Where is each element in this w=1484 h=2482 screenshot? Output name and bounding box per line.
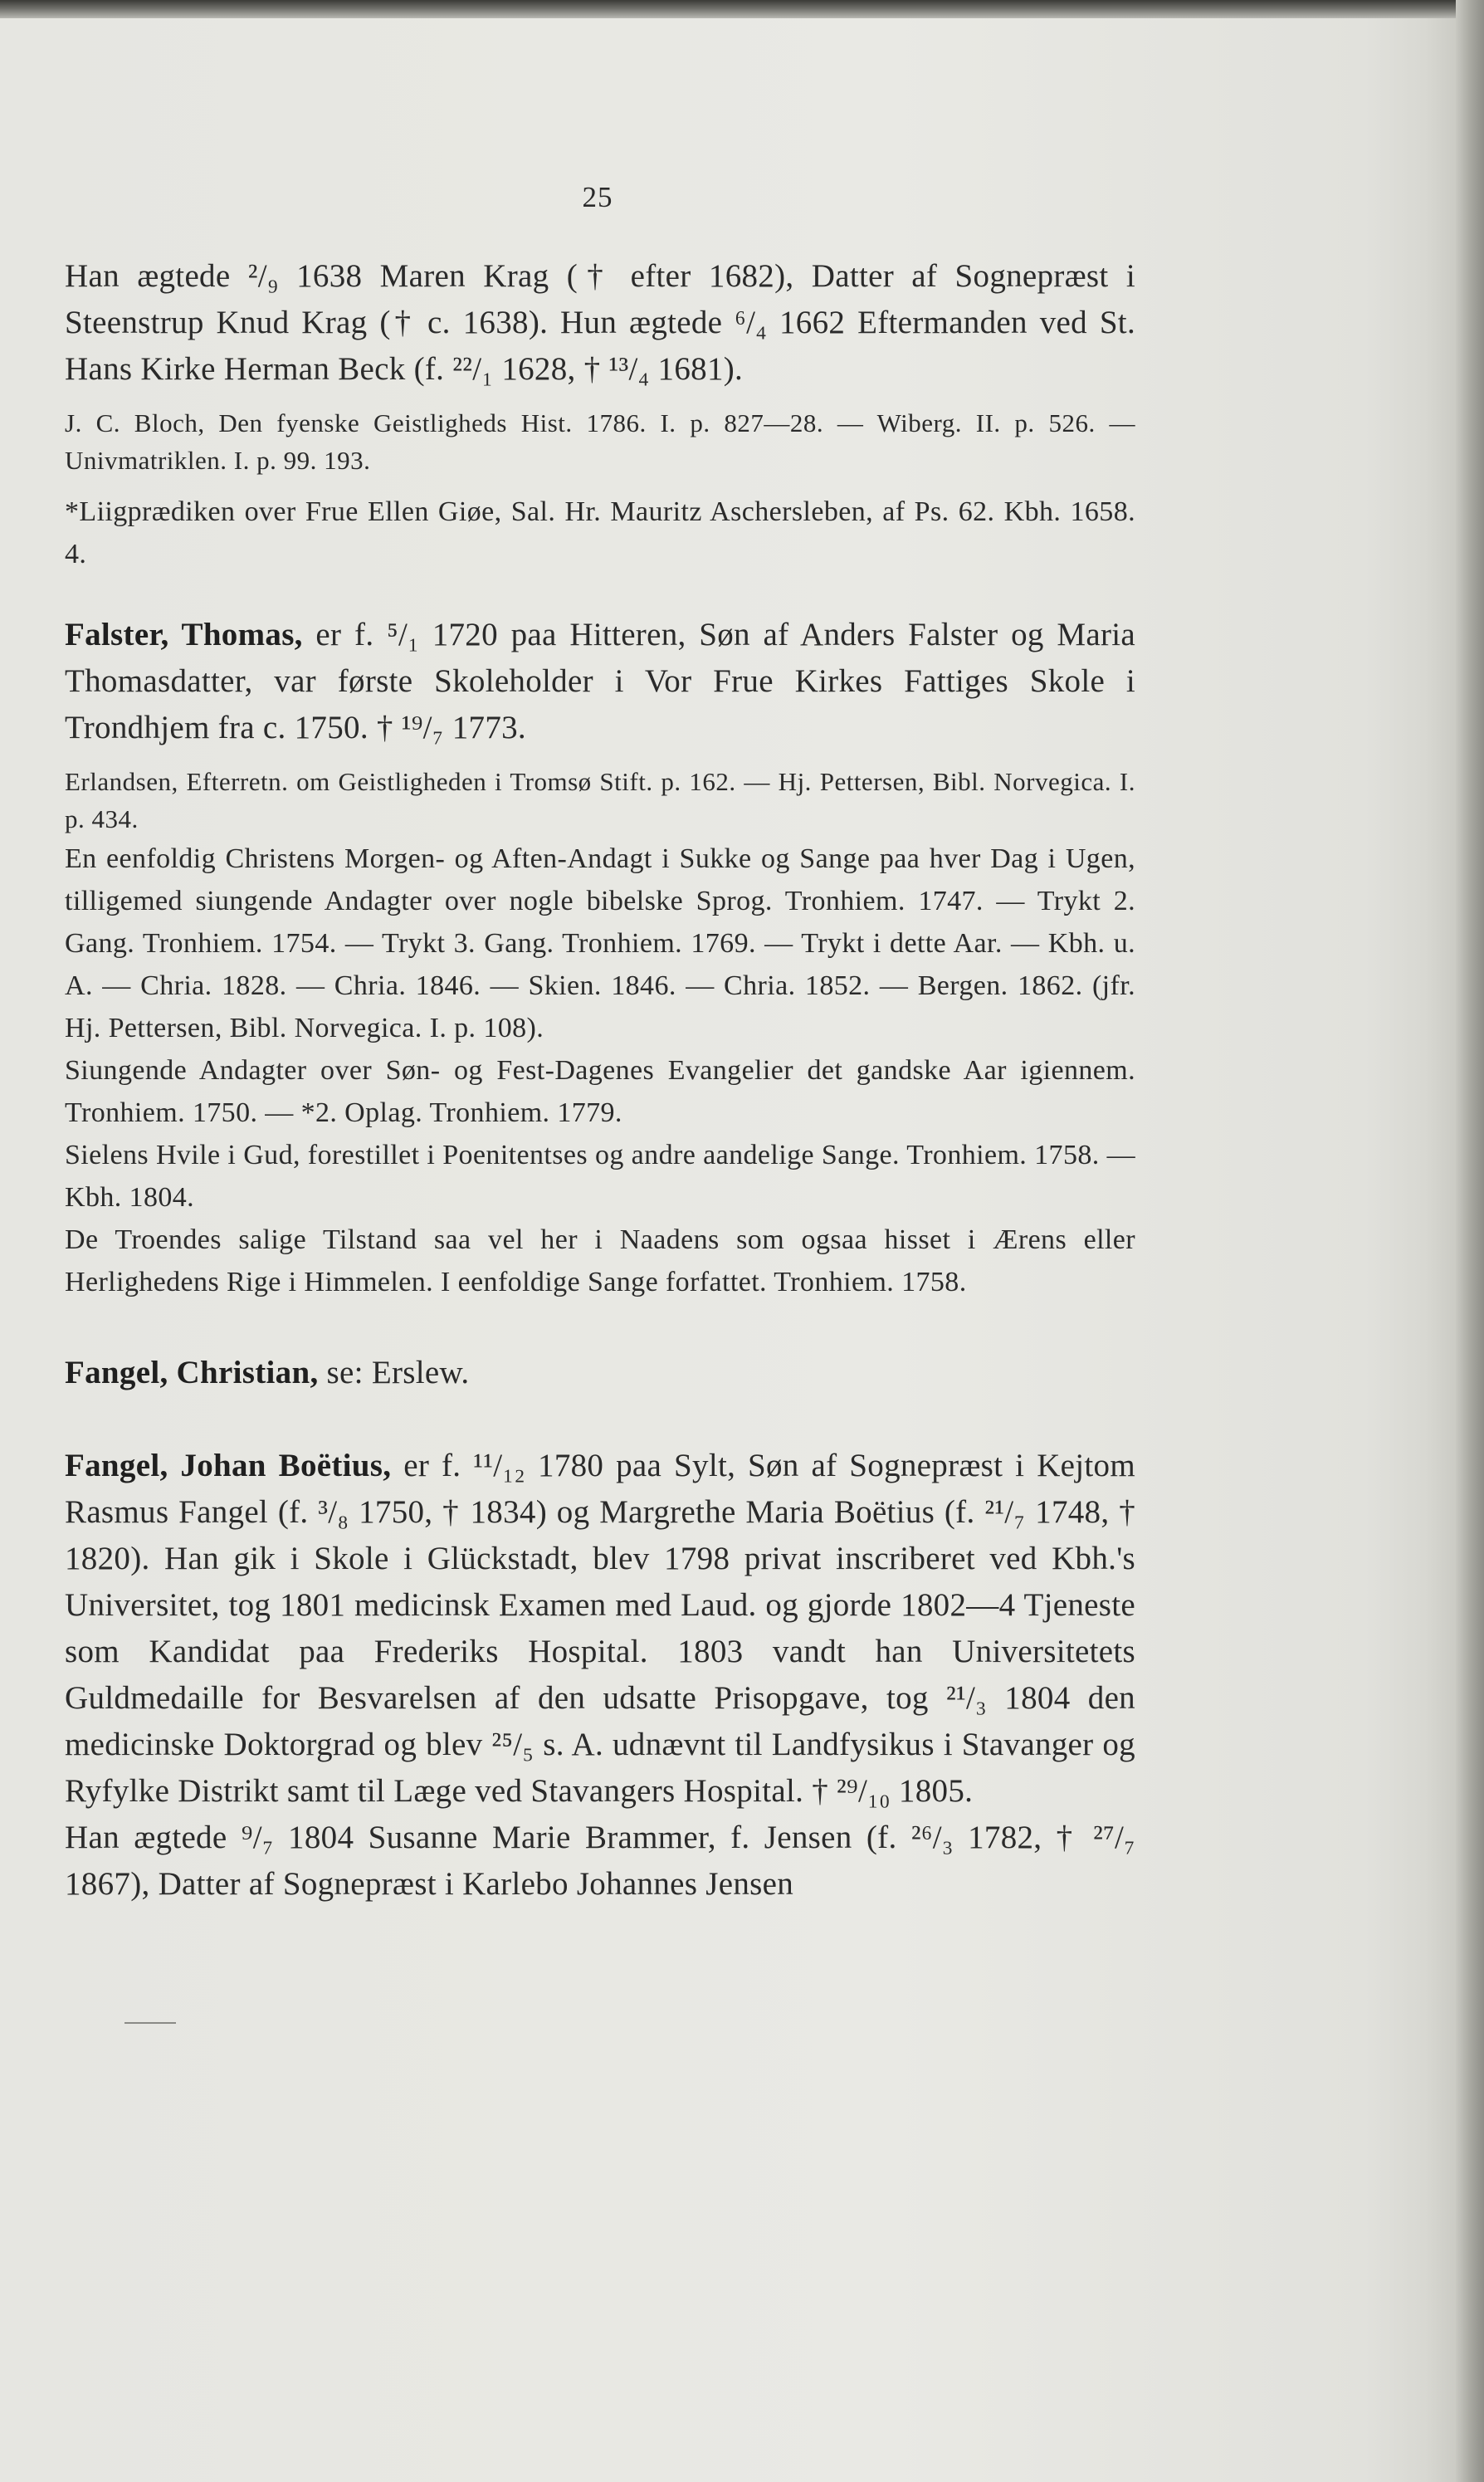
page-body xyxy=(65,253,1135,1908)
fangel-christian-entry xyxy=(65,1350,1135,1396)
paragraph-text: J. C. Bloch, Den fyenske Geistligheds Hist. 1786. I. p. 827—28. — Wiberg. II. p. 526. — Univmatriklen. I. p. 99. 193. xyxy=(65,408,1135,475)
entry-heading: Falster, Thomas, xyxy=(65,617,303,652)
entry-heading: Fangel, Christian, xyxy=(65,1355,319,1390)
paragraph-text: er f. ⁵/₁ 1720 paa Hitteren, Søn af Anders Falster og Maria Thomasdatter, var første Skoleholder i Vor Frue Kirkes Fattiges Skole i Trondhjem fra c. 1750. † ¹⁹/₇ 1773. xyxy=(65,617,1136,745)
page-number: 25 xyxy=(582,181,613,213)
fangel-marriage-paragraph xyxy=(65,1815,1135,1908)
morgen-aften-andagt-title xyxy=(65,838,1135,1049)
erlandsen-reference xyxy=(65,763,1135,838)
paragraph-text: De Troendes salige Tilstand saa vel her i Naadens som ogsaa hisset i Ærens eller Herlighedens Rige i Himmelen. I eenfoldige Sange forfattet. Tronhiem. 1758. xyxy=(65,1224,1135,1297)
bloch-reference xyxy=(65,404,1135,479)
paragraph-text: Han ægtede ⁹/₇ 1804 Susanne Marie Brammer, f. Jensen (f. ²⁶/₃ 1782, † ²⁷/₇ 1867), Datter af Sognepræst i Karlebo Johannes Jensen xyxy=(65,1820,1135,1902)
falster-entry xyxy=(65,612,1135,751)
paragraph-text: se: Erslew. xyxy=(318,1355,470,1390)
paragraph-text: *Liigprædiken over Frue Ellen Giøe, Sal. Hr. Mauritz Aschersleben, af Ps. 62. Kbh. 1658. 4. xyxy=(65,496,1135,569)
paragraph-text: Sielens Hvile i Gud, forestillet i Poenitentses og andre aandelige Sange. Tronhiem. 1758. — Kbh. 1804. xyxy=(65,1140,1135,1213)
sielens-hvile-title xyxy=(65,1134,1135,1219)
paragraph-text: Han ægtede ²/₉ 1638 Maren Krag († efter 1682), Datter af Sognepræst i Steenstrup Knud Krag († c. 1638). Hun ægtede ⁶/₄ 1662 Eftermanden ved St. Hans Kirke Herman Beck (f. ²²/₁ 1628, † ¹³/₄ 1681). xyxy=(65,258,1135,387)
siungende-andagter-title xyxy=(65,1049,1135,1134)
troendes-tilstand-title xyxy=(65,1219,1135,1303)
scan-top-edge xyxy=(0,0,1484,18)
paragraph-text: Siungende Andagter over Søn- og Fest-Dagenes Evangelier det gandske Aar igiennem. Tronhiem. 1750. — *2. Oplag. Tronhiem. 1779. xyxy=(65,1055,1135,1128)
beck-marriage-paragraph xyxy=(65,253,1135,393)
liigpraediken-title xyxy=(65,491,1135,575)
paragraph-text: er f. ¹¹/₁₂ 1780 paa Sylt, Søn af Sognepræst i Kejtom Rasmus Fangel (f. ³/₈ 1750, † 1834) og Margrethe Maria Boëtius (f. ²¹/₇ 1748, † 1820). Han gik i Skole i Glückstadt, blev 1798 privat inscriberet ved Kbh.'s Universitet, tog 1801 medicinsk Examen med Laud. og gjorde 1802—4 Tjeneste som Kandidat paa Frederiks Hospital. 1803 vandt han Universitetets Guldmedaille for Besvarelsen af den udsatte Prisopgave, tog ²¹/₃ 1804 den medicinske Doktorgrad og blev ²⁵/₅ s. A. udnævnt til Landfysikus i Stavanger og Ryfylke Distrikt samt til Læge ved Stavangers Hospital. † ²⁹/₁₀ 1805. xyxy=(65,1448,1135,1809)
paragraph-text: Erlandsen, Efterretn. om Geistligheden i Tromsø Stift. p. 162. — Hj. Pettersen, Bibl. Norvegica. I. p. 434. xyxy=(65,767,1135,833)
fangel-johan-entry xyxy=(65,1443,1135,1815)
footer-rule xyxy=(124,2022,176,2024)
paragraph-text: En eenfoldig Christens Morgen- og Aften-Andagt i Sukke og Sange paa hver Dag i Ugen, tilligemed siungende Andagter over nogle bibelske Sprog. Tronhiem. 1747. — Trykt 2. Gang. Tronhiem. 1754. — Trykt 3. Gang. Tronhiem. 1769. — Trykt i dette Aar. — Kbh. u. A. — Chria. 1828. — Chria. 1846. — Skien. 1846. — Chria. 1852. — Bergen. 1862. (jfr. Hj. Pettersen, Bibl. Norvegica. I. p. 108). xyxy=(65,843,1135,1043)
scan-right-edge xyxy=(1456,0,1484,2482)
entry-heading: Fangel, Johan Boëtius, xyxy=(65,1448,392,1483)
